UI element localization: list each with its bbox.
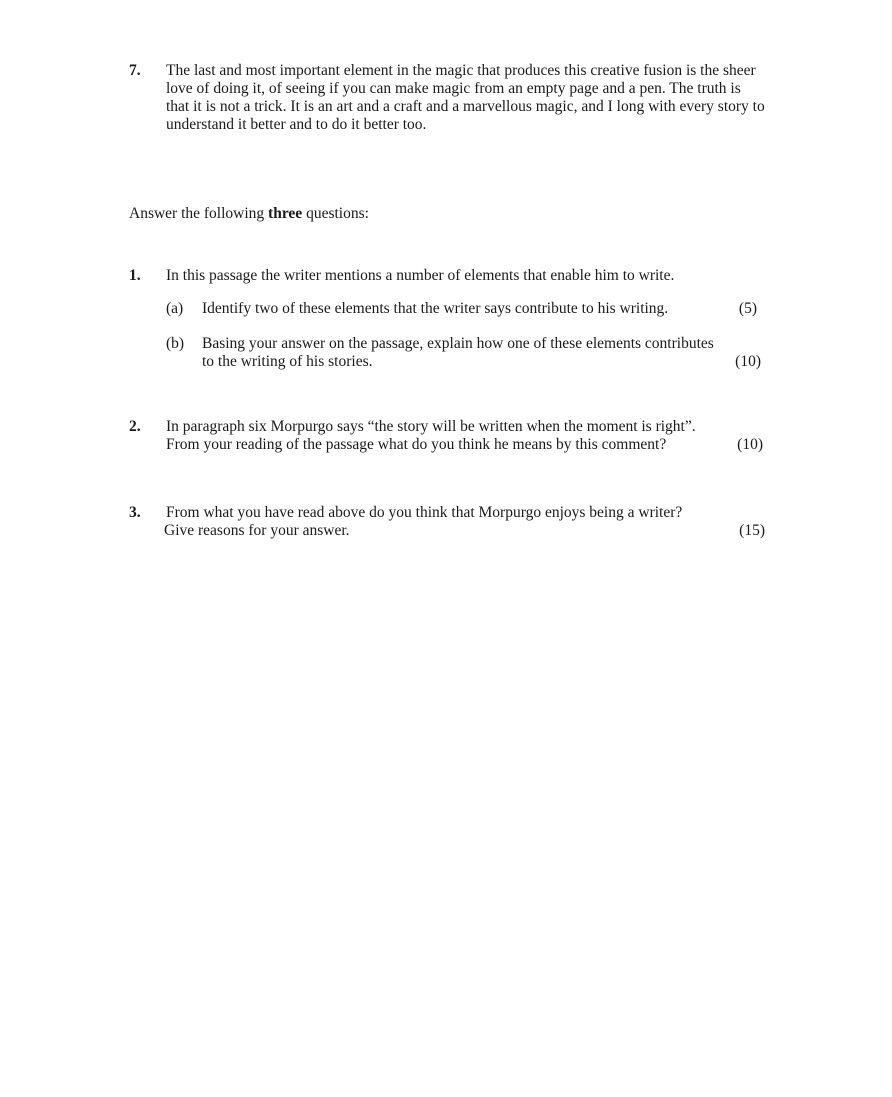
paragraph-number: 7.: [129, 62, 141, 79]
instruction-emphasis: three: [268, 205, 303, 222]
question-number: 3.: [129, 504, 141, 521]
paragraph-line: that it is not a trick. It is an art and a craft and a marvellous magic, and I long with every story to: [166, 98, 765, 115]
part-text: Identify two of these elements that the writer says contribute to his writing.: [202, 300, 669, 317]
part-text: Basing your answer on the passage, explain how one of these elements contributes: [202, 335, 714, 352]
question-text: In this passage the writer mentions a number of elements that enable him to write.: [166, 267, 675, 284]
part-label: (b): [166, 335, 185, 352]
question-text: In paragraph six Morpurgo says “the story will be written when the moment is right”.: [166, 418, 696, 435]
question-number: 2.: [129, 418, 141, 435]
question-number: 1.: [129, 267, 141, 284]
question-text: Give reasons for your answer.: [164, 522, 350, 539]
paragraph-line: The last and most important element in the magic that produces this creative fusion is the sheer: [166, 62, 756, 79]
marks-allocation: (15): [739, 522, 765, 539]
question-text: From what you have read above do you think that Morpurgo enjoys being a writer?: [166, 504, 683, 521]
marks-allocation: (5): [738, 300, 757, 317]
instruction-text: [129, 205, 369, 223]
instruction-suffix: questions:: [302, 205, 369, 222]
paragraph-line: love of doing it, of seeing if you can make magic from an empty page and a pen. The truth is: [166, 80, 741, 97]
marks-allocation: (10): [735, 353, 761, 370]
part-label: (a): [166, 300, 184, 317]
instruction-prefix: Answer the following: [129, 205, 269, 222]
question-text: From your reading of the passage what do you think he means by this comment?: [166, 436, 667, 453]
paragraph-line: understand it better and to do it better too.: [166, 116, 427, 133]
part-text: to the writing of his stories.: [202, 353, 373, 370]
marks-allocation: (10): [737, 436, 763, 453]
